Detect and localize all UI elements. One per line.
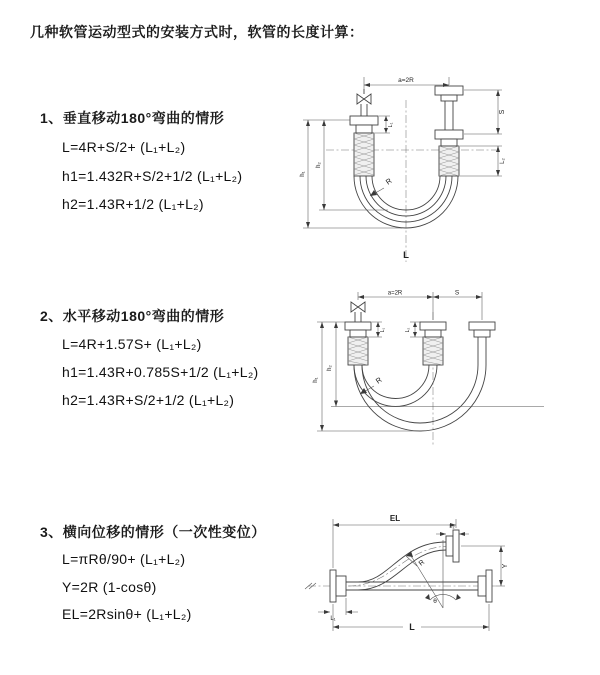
middle-braid-section [423, 337, 443, 365]
s-curve-hose [358, 542, 446, 590]
upper-flange-hub [446, 536, 453, 556]
dim-label-a2r: a=2R [398, 77, 414, 84]
dim-label-l: L [403, 250, 409, 261]
section2-formula-h1: h1=1.43R+0.785S+1/2 (L₁+L₂) [62, 364, 259, 380]
right-lower-nut [435, 130, 463, 139]
dim-label-el: EL [389, 514, 401, 523]
dim-label-h2: h₂ [316, 162, 322, 168]
left-fitting-collar [356, 125, 372, 133]
diagram-horizontal-180-bend [312, 288, 547, 458]
right-collar [474, 330, 490, 337]
left-pipe [361, 104, 367, 116]
dimension-lines [303, 77, 502, 228]
section1-formula-h2: h2=1.43R+1/2 (L₁+L₂) [62, 196, 204, 212]
diagram-vertical-180-bend [298, 72, 528, 267]
upper-flange-plate [453, 530, 459, 562]
dim-label-r: R [417, 558, 427, 568]
right-nut [469, 322, 495, 330]
left-collar [350, 330, 366, 337]
dimension-arrows [320, 295, 482, 431]
hose-bend-arcs [354, 365, 486, 431]
section3-heading: 3、横向位移的情形（一次性变位） [40, 524, 266, 540]
section1-formula-L: L=4R+S/2+ (L₁+L₂) [62, 139, 186, 155]
right-hose-leg [478, 337, 486, 365]
left-braid-section [348, 337, 368, 365]
dim-label-l1: L₁ [330, 616, 336, 622]
dimension-arrows [324, 523, 503, 629]
section3-formula-L: L=πRθ/90+ (L₁+L₂) [62, 551, 186, 567]
dim-label-l2: L₂ [405, 327, 411, 333]
section3-formula-Y: Y=2R (1-cosθ) [62, 579, 157, 595]
dim-label-r: R [373, 375, 384, 386]
right-lower-collar [441, 139, 457, 146]
dim-label-y: Y [502, 563, 509, 569]
dim-label-l1: L₁ [388, 122, 394, 128]
section3-formula-EL: EL=2Rsinθ+ (L₁+L₂) [62, 606, 192, 622]
middle-collar [425, 330, 441, 337]
dim-label-l: L [409, 622, 415, 632]
section2-formula-h2: h2=1.43R+S/2+1/2 (L₁+L₂) [62, 392, 235, 408]
dim-label-a2r: a=2R [387, 290, 403, 297]
dim-label-s: S [454, 289, 460, 297]
right-top-nut [435, 86, 463, 95]
section1-heading: 1、垂直移动180°弯曲的情形 [40, 110, 225, 126]
left-fitting-nut [350, 116, 378, 125]
left-braid-section [354, 133, 374, 176]
left-flange-plate [330, 570, 336, 602]
section2-heading: 2、水平移动180°弯曲的情形 [40, 308, 225, 324]
dim-label-l1: L₁ [380, 327, 386, 333]
diagram-lateral-displacement [300, 508, 590, 648]
s-curve-centerline [348, 546, 452, 586]
left-nut [345, 322, 371, 330]
dim-label-h2: h₂ [327, 365, 333, 371]
left-flange-hub [336, 576, 346, 596]
dim-label-s: S [499, 109, 506, 115]
left-pipe [355, 312, 361, 322]
dimension-arrows [306, 83, 500, 228]
dim-label-l2: L₂ [449, 524, 455, 530]
dim-label-r: R [383, 176, 394, 187]
right-flange-hub [478, 576, 486, 596]
valve-icon [351, 302, 365, 312]
section1-formula-h1: h1=1.432R+S/2+1/2 (L₁+L₂) [62, 168, 243, 184]
right-top-collar [441, 95, 457, 101]
dim-label-l2: L₂ [500, 158, 506, 164]
dim-label-h1: h₁ [313, 377, 319, 383]
right-pipe [445, 101, 453, 130]
middle-nut [420, 322, 446, 330]
section2-formula-L: L=4R+1.57S+ (L₁+L₂) [62, 336, 202, 352]
dim-label-theta: θ [433, 598, 437, 605]
page-title: 几种软管运动型式的安装方式时，软管的长度计算： [30, 24, 364, 40]
dimension-lines [318, 519, 505, 631]
dim-label-h1: h₁ [300, 171, 306, 177]
right-flange-plate [486, 570, 492, 602]
valve-icon [357, 89, 371, 104]
